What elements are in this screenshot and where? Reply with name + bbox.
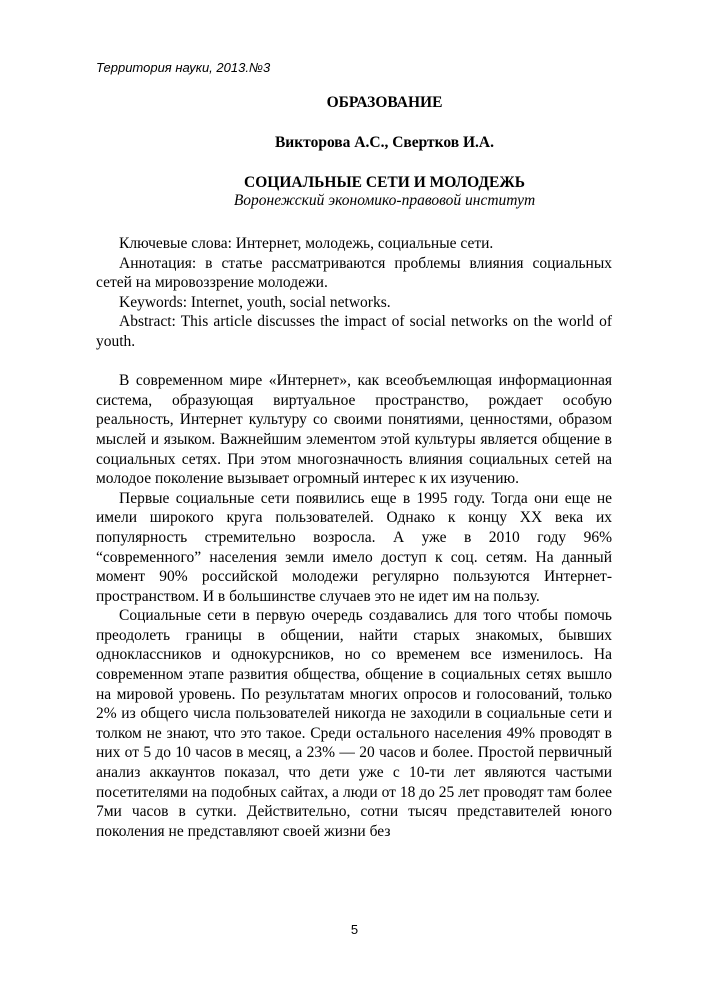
abstract-ru: Аннотация: в статье рассматриваются проблемы влияния социальных сетей на мировоззрение молодежи. <box>96 254 612 292</box>
body-paragraph: Социальные сети в первую очередь создавались для того чтобы помочь преодолеть границы в общении, найти старых знакомых, бывших одноклассников и однокурсников, но со временем все изменилось. На современном этапе развития общества, общение в социальных сетях вышло на мировой уровень. По результатам многих опросов и голосований, только 2% из общего числа пользователей никогда не заходили в социальные сети и толком не знают, что это такое. Среди остального населения 49% проводят в них от 5 до 10 часов в месяц, а 23% — 20 часов и более. Простой первичный анализ аккаунтов показал, что дети уже с 10-ти лет являются частыми посетителями на подобных сайтах, а люди от 18 до 25 лет проводят там более 7ми часов в сутки. Действительно, сотни тысяч представителей юного поколения не представляют своей жизни без <box>96 607 612 840</box>
running-header: Территория науки, 2013.№3 <box>96 60 271 75</box>
article-text <box>96 234 612 841</box>
section-heading: ОБРАЗОВАНИЕ <box>326 94 443 111</box>
page-number: 5 <box>350 922 359 937</box>
body-paragraph: В современном мире «Интернет», как всеобъемлющая информационная система, образующая виртуальное пространство, рождает особую реальность, Интернет культуру со своими понятиями, ценностями, образом мыслей и языком. Важнейшим элементом этой культуры является общение в социальных сетях. При этом многозначность влияния социальных сетей на молодое поколение вызывает огромный интерес к их изучению. <box>96 372 612 488</box>
keywords-ru: Ключевые слова: Интернет, молодежь, социальные сети. <box>119 235 494 252</box>
article-authors: Викторова А.С., Свертков И.А. <box>274 134 495 151</box>
article-title: СОЦИАЛЬНЫЕ СЕТИ И МОЛОДЕЖЬ <box>244 174 525 191</box>
keywords-en: Keywords: Internet, youth, social networks. <box>119 293 391 311</box>
body-paragraph: Первые социальные сети появились еще в 1995 году. Тогда они еще не имели широкого круга пользователей. Однако к концу XX века их популярность стремительно возросла. А уже в 2010 году 96% “современного” населения земли имело доступ к соц. сетям. На данный момент 90% российской молодежи регулярно пользуются Интернет-пространством. И в большинстве случаев это не идет им на пользу. <box>96 489 612 605</box>
abstract-en: Abstract: This article discusses the impact of social networks on the world of youth. <box>96 313 612 350</box>
article-affiliation: Воронежский экономико-правовой институт <box>233 192 536 209</box>
